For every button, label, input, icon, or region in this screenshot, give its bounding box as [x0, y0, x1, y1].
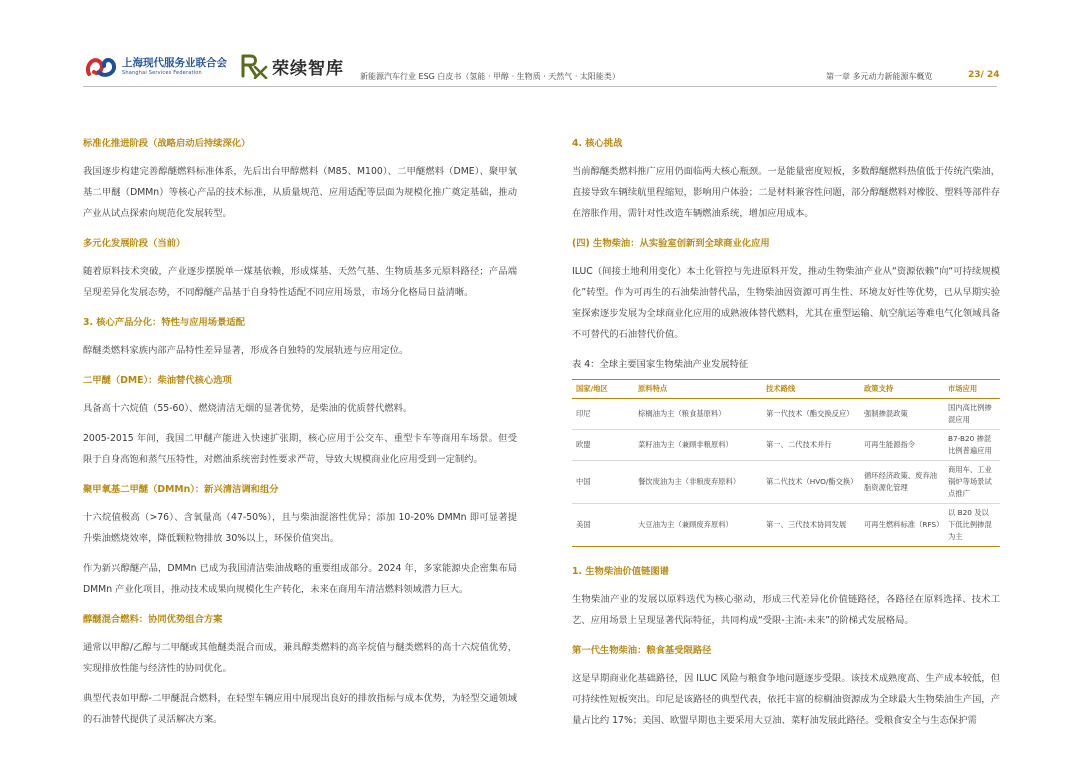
table-row	[572, 430, 1000, 461]
table-cell: 以 B20 及以下低比例掺混为主	[944, 504, 1000, 547]
brand-name: 荣续智库	[272, 59, 344, 79]
data-table	[572, 379, 1000, 547]
right-column	[572, 133, 1000, 740]
table-row	[572, 461, 1000, 504]
numbered-heading: 4. 核心挑战	[572, 138, 623, 149]
table-cell: 印尼	[572, 399, 634, 430]
org-name-en: Shanghai Services Federation	[122, 70, 202, 76]
table-row	[572, 504, 1000, 547]
section-heading: 二甲醚（DME）：柴油替代核心选项	[83, 375, 232, 386]
column-header: 技术路线	[762, 380, 860, 399]
section-heading: (四) 生物柴油：从实验室创新到全球商业化应用	[572, 238, 770, 249]
paragraph: ILUC（间接土地利用变化）本土化管控与先进原料开发，推动生物柴油产业从“资源依赖”向“可持续规模化”转型。作为可再生的石油柴油替代品，生物柴油因资源可再生性、环境友好性等优势，已从早期实验室探索逐步发展为全球商业化应用的成熟液体替代燃料，尤其在重型运输、航空航运等难电气化领域具备不可替代的石油替代价值。	[572, 266, 1000, 340]
table-cell: 棕榈油为主（粮食基原料）	[634, 399, 762, 430]
section-heading: 多元化发展阶段（当前）	[83, 238, 186, 249]
table-cell: 第一代技术（酯交换反应）	[762, 399, 860, 430]
column-header: 原料特点	[634, 380, 762, 399]
federation-logo-icon	[85, 52, 119, 82]
table-cell: 第二代技术（HVO/酯交换）	[762, 461, 860, 504]
paragraph: 生物柴油产业的发展以原料迭代为核心驱动，形成三代差异化价值链路径，各路径在原料选择、技术工艺、应用场景上呈现显著代际特征，共同构成“受限-主流-未来”的阶梯式发展格局。	[572, 594, 1000, 626]
section-heading: 标准化推进阶段（战略启动后持续深化）	[83, 138, 251, 149]
paragraph: 这是早期商业化基础路径，因 ILUC 风险与粮食争地问题逐步受限。该技术成熟度高、生产成本较低，但可持续性短板突出。印尼是该路径的典型代表，依托丰富的棕榈油资源成为全球最大生物柴油生产国，产量占比约 17%；美国、欧盟早期也主要采用大豆油、菜籽油发展此路径。受粮食安全与生态保护需	[572, 673, 1000, 726]
table-row	[572, 399, 1000, 430]
table-cell: 欧盟	[572, 430, 634, 461]
numbered-heading: 3. 核心产品分化：特性与应用场景适配	[83, 317, 245, 328]
table-cell: 菜籽油为主（兼顾非粮原料）	[634, 430, 762, 461]
rx-logo-icon	[240, 53, 268, 79]
page-header	[0, 0, 1080, 90]
table-cell: 大豆油为主（兼顾废弃原料）	[634, 504, 762, 547]
paragraph: 随着原料技术突破，产业逐步摆脱单一煤基依赖，形成煤基、天然气基、生物质基多元原料路径；产品端呈现差异化发展态势，不同醇醚产品基于自身特性适配不同应用场景，市场分化格局日益清晰。	[83, 266, 517, 298]
paragraph: 醇醚类燃料家族内部产品特性差异显著，形成各自独特的发展轨迹与应用定位。	[83, 345, 409, 356]
section-heading: 第一代生物柴油：粮食基受限路径	[572, 645, 712, 656]
chapter-title: 第一章 多元动力新能源车概览	[826, 72, 933, 81]
paragraph: 典型代表如甲醇-二甲醚混合燃料，在轻型车辆应用中展现出良好的排放指标与成本优势，为轻型交通领域的石油替代提供了灵活解决方案。	[83, 693, 517, 725]
column-header: 市场应用	[944, 380, 1000, 399]
table-cell: 循环经济政策、废弃油脂资源化管理	[860, 461, 944, 504]
table-cell: B7-B20 掺混比例普遍应用	[944, 430, 1000, 461]
column-header: 政策支持	[860, 380, 944, 399]
table-header-row	[572, 380, 1000, 399]
table-cell: 第一、三代技术协同发展	[762, 504, 860, 547]
table-cell: 第一、二代技术并行	[762, 430, 860, 461]
table-caption: 表 4：全球主要国家生物柴油产业发展特征	[572, 359, 749, 370]
paragraph: 通常以甲醇/乙醇与二甲醚或其他醚类混合而成，兼具醇类燃料的高辛烷值与醚类燃料的高十六烷值优势，实现排放性能与经济性的协同优化。	[83, 642, 517, 674]
table-cell: 国内高比例掺混应用	[944, 399, 1000, 430]
section-heading: 醇醚混合燃料：协同优势组合方案	[83, 614, 223, 625]
numbered-heading: 1. 生物柴油价值链图谱	[572, 566, 669, 577]
paragraph: 我国逐步构建完善醇醚燃料标准体系，先后出台甲醇燃料（M85、M100）、二甲醚燃料（DME）、聚甲氧基二甲醚（DMMn）等核心产品的技术标准，从质量规范、应用适配等层面为规模化推广奠定基础，推动产业从试点探索向规范化发展转型。	[83, 166, 517, 219]
paragraph: 作为新兴醇醚产品，DMMn 已成为我国清洁柴油战略的重要组成部分。2024 年，多家能源央企密集布局 DMMn 产业化项目，推动技术成果向规模化生产转化，未来在商用车清洁燃料领域潜力巨大。	[83, 563, 517, 595]
paragraph: 十六烷值极高（>76）、含氧量高（47-50%），且与柴油混溶性优异；添加 10-20% DMMn 即可显著提升柴油燃烧效率，降低颗粒物排放 30%以上，环保价值突出。	[83, 512, 517, 544]
org-name: 上海现代服务业联合会	[122, 57, 227, 69]
header-divider	[83, 86, 997, 87]
left-column	[83, 133, 517, 739]
table-cell: 餐饮废油为主（非粮废弃原料）	[634, 461, 762, 504]
paragraph: 当前醇醚类燃料推广应用仍面临两大核心瓶颈。一是能量密度短板，多数醇醚燃料热值低于传统汽柴油，直接导致车辆续航里程缩短，影响用户体验；二是材料兼容性问题，部分醇醚燃料对橡胶、塑料等部件存在溶胀作用，需针对性改造车辆燃油系统，增加应用成本。	[572, 166, 1000, 219]
table-cell: 中国	[572, 461, 634, 504]
column-header: 国家/地区	[572, 380, 634, 399]
table-cell: 强制掺混政策	[860, 399, 944, 430]
table-cell: 商用车、工业锅炉等场景试点推广	[944, 461, 1000, 504]
document-title: 新能源汽车行业 ESG 白皮书（氢能 · 甲醇 · 生物质 · 天然气 · 太阳能类）	[360, 72, 620, 81]
table-cell: 美国	[572, 504, 634, 547]
page-number: 23/ 24	[968, 70, 1000, 80]
table-cell: 可再生燃料标准（RFS）	[860, 504, 944, 547]
table-cell: 可再生能源指令	[860, 430, 944, 461]
paragraph: 具备高十六烷值（55-60）、燃烧清洁无烟的显著优势，是柴油的优质替代燃料。	[83, 403, 413, 414]
paragraph: 2005-2015 年间，我国二甲醚产能进入快速扩张期，核心应用于公交车、重型卡车等商用车场景。但受限于自身高饱和蒸气压特性，对燃油系统密封性要求严苛，导致大规模商业化应用受到一定制约。	[83, 433, 517, 465]
section-heading: 聚甲氧基二甲醚（DMMn）：新兴清洁调和组分	[83, 484, 279, 495]
